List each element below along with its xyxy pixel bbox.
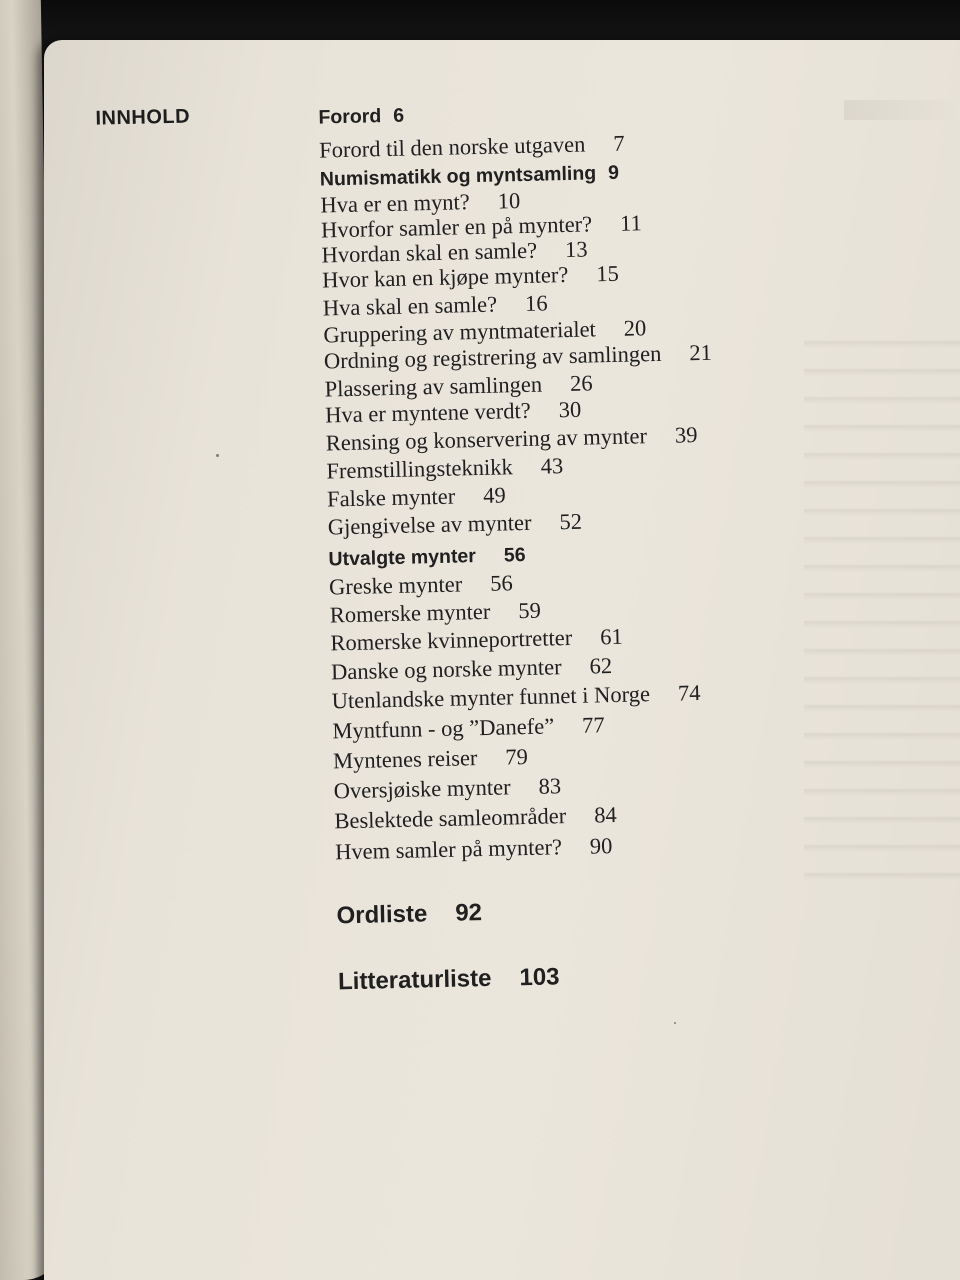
entry-title: Greske mynter (328, 571, 463, 600)
entry-page: 26 (569, 370, 593, 396)
entry-page: 16 (524, 290, 548, 316)
entry-title: Hva er en mynt? (320, 189, 471, 218)
entry-title: Rensing og konservering av mynter (325, 423, 648, 456)
entry-page: 39 (674, 422, 698, 448)
entry-title: Forord (318, 105, 382, 129)
toc-entry (318, 105, 404, 130)
toc-entry (332, 712, 605, 744)
dust-speck (216, 454, 219, 457)
entry-page: 83 (538, 773, 562, 799)
toc-section (336, 899, 482, 930)
entry-page: 49 (482, 482, 506, 508)
entry-page: 15 (595, 260, 620, 287)
toc-entry (326, 453, 563, 484)
toc-entry (329, 570, 513, 600)
toc-entry (333, 744, 528, 774)
entry-title: Hvordan skal en samle? (321, 237, 538, 268)
toc-entry (330, 624, 623, 657)
entry-title: Danske og norske mynter (330, 654, 562, 685)
entry-page: 6 (393, 104, 405, 127)
section-page: 56 (503, 543, 526, 567)
toc-heading: INNHOLD (95, 105, 191, 130)
toc-entry (325, 397, 582, 429)
entry-page: 13 (564, 236, 588, 263)
entry-title: Myntfunn - og ”Danefe” (332, 713, 555, 744)
toc-entry (331, 653, 613, 685)
entry-page: 10 (497, 188, 521, 214)
toc-entry (334, 802, 617, 834)
entry-page: 74 (677, 680, 701, 706)
entry-title: Falske mynter (326, 483, 456, 512)
entry-page: 59 (518, 597, 542, 624)
entry-title: Ordning og registrering av samlingen (323, 340, 662, 374)
entry-title: Plassering av samlingen (324, 371, 543, 402)
entry-title: Romerske kvinneportretter (330, 624, 573, 656)
toc-entry (331, 680, 700, 714)
table-of-contents (44, 40, 960, 1280)
toc-section (338, 963, 560, 996)
section-title: Utvalgte mynter (328, 545, 477, 571)
dust-speck (674, 1022, 676, 1024)
section-page: 103 (519, 963, 560, 992)
toc-entry (335, 833, 613, 865)
entry-page: 43 (540, 453, 564, 479)
toc-entry (323, 290, 548, 321)
entry-title: Hva er myntene verdt? (324, 397, 532, 428)
entry-title: Hva skal en samle? (322, 291, 498, 321)
section-page: 9 (607, 161, 620, 185)
entry-title: Gjengivelse av mynter (327, 509, 532, 540)
toc-entry (333, 773, 561, 804)
entry-page: 52 (559, 508, 583, 535)
section-page: 92 (454, 899, 483, 927)
entry-page: 56 (489, 570, 513, 596)
entry-title: Forord til den norske utgaven (318, 131, 586, 163)
entry-page: 84 (593, 801, 617, 828)
section-title: Numismatikk og myntsamling (319, 162, 597, 191)
entry-page: 20 (623, 315, 647, 341)
entry-page: 79 (505, 743, 529, 770)
entry-page: 62 (589, 653, 613, 679)
toc-section (328, 544, 526, 571)
entry-page: 11 (619, 210, 643, 236)
entry-page: 30 (558, 396, 582, 423)
book-page (44, 40, 960, 1280)
toc-entry (322, 261, 619, 294)
entry-title: Myntenes reiser (332, 745, 478, 774)
section-title: Ordliste (336, 900, 428, 930)
toc-entry (327, 509, 582, 541)
toc-entry (327, 482, 506, 512)
toc-section (320, 162, 620, 192)
entry-title: Gruppering av myntmaterialet (323, 316, 597, 348)
entry-title: Beslektede samleområder (334, 803, 567, 834)
entry-title: Hvor kan en kjøpe mynter? (321, 261, 569, 293)
entry-title: Fremstillingsteknikk (326, 454, 514, 484)
toc-entry (329, 598, 541, 629)
entry-title: Hvorfor samler en på mynter? (320, 211, 593, 243)
entry-page: 61 (599, 623, 623, 650)
entry-page: 7 (613, 130, 625, 156)
entry-title: Utenlandske mynter funnet i Norge (331, 681, 651, 714)
entry-page: 77 (581, 712, 605, 738)
entry-title: Oversjøiske mynter (333, 774, 511, 804)
entry-page: 90 (589, 833, 613, 859)
section-title: Litteraturliste (337, 964, 492, 996)
toc-entry (319, 131, 625, 164)
entry-title: Romerske mynter (329, 598, 491, 628)
entry-title: Hvem samler på mynter? (334, 834, 563, 865)
entry-page: 21 (689, 339, 713, 366)
